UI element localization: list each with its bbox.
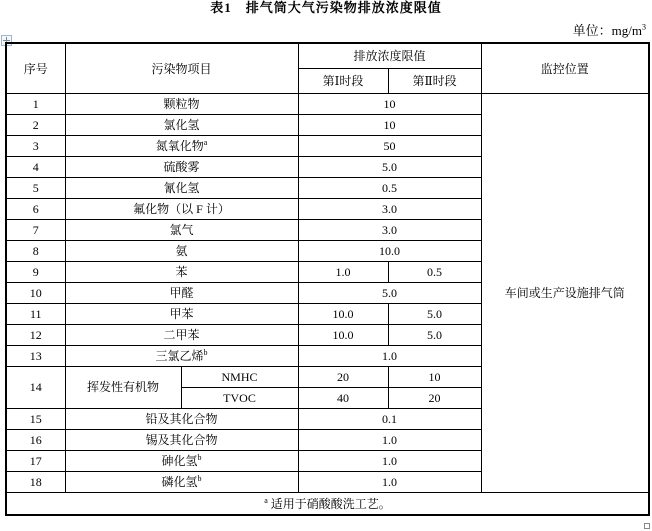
pollutant-name-cell — [65, 408, 298, 429]
pollutant-name: 甲醛 — [169, 285, 194, 300]
serial-cell: 3 — [6, 135, 65, 156]
serial-cell: 14 — [6, 366, 65, 408]
footnote-row — [6, 492, 649, 515]
pollutant-name: 二甲苯 — [163, 327, 200, 342]
merged-limit-value-cell: 5.0 — [298, 282, 481, 303]
header-serial: 序号 — [6, 43, 65, 93]
pollutant-name: 硫酸雾 — [163, 159, 200, 174]
merged-limit-value-cell: 1.0 — [298, 471, 481, 492]
serial-cell: 10 — [6, 282, 65, 303]
period2-value-cell: 5.0 — [388, 324, 481, 345]
serial-cell: 13 — [6, 345, 65, 366]
header-pollutant: 污染物项目 — [65, 43, 298, 93]
serial-cell: 4 — [6, 156, 65, 177]
pollutant-name-cell — [65, 324, 298, 345]
merged-limit-value-cell: 10.0 — [298, 240, 481, 261]
serial-cell: 16 — [6, 429, 65, 450]
serial-cell: 1 — [6, 93, 65, 114]
table-footnote — [6, 492, 649, 515]
merged-limit-value-cell: 3.0 — [298, 198, 481, 219]
serial-cell: 2 — [6, 114, 65, 135]
merged-limit-value-cell: 1.0 — [298, 429, 481, 450]
pollutant-name-cell — [65, 303, 298, 324]
header-limit-group: 排放浓度限值 — [298, 43, 481, 68]
voc-sub-cell: TVOC — [181, 387, 298, 408]
pollutant-name: 颗粒物 — [163, 96, 200, 111]
pollutant-name-cell — [65, 282, 298, 303]
pollutant-name-cell — [65, 450, 298, 471]
period2-value-cell: 0.5 — [388, 261, 481, 282]
pollutant-name: 挥发性有机物 — [86, 380, 159, 394]
serial-cell: 12 — [6, 324, 65, 345]
pollutant-name: 甲苯 — [169, 306, 194, 321]
monitor-location-cell: 车间或生产设施排气筒 — [481, 93, 649, 492]
footnote-cell — [6, 492, 649, 515]
serial-cell: 6 — [6, 198, 65, 219]
pollutant-name-cell — [65, 219, 298, 240]
footnote-marker: a — [264, 495, 268, 505]
merged-limit-value-cell: 3.0 — [298, 219, 481, 240]
serial-cell: 15 — [6, 408, 65, 429]
pollutant-name: 氯化氢 — [163, 117, 200, 132]
pollutant-name: 氨 — [175, 243, 188, 258]
serial-cell: 7 — [6, 219, 65, 240]
pollutant-name-cell — [65, 156, 298, 177]
pollutant-name-cell — [65, 366, 181, 408]
pollutant-name: 三氯乙烯 — [155, 348, 204, 363]
pollutant-name: 氰化氢 — [163, 180, 200, 195]
pollutant-name-cell — [65, 198, 298, 219]
period1-value-cell: 1.0 — [298, 261, 388, 282]
table-header — [6, 43, 649, 93]
merged-limit-value-cell: 0.1 — [298, 408, 481, 429]
unit-label: 单位：$mg/m^3$ — [572, 22, 646, 38]
serial-cell: 9 — [6, 261, 65, 282]
serial-cell: 18 — [6, 471, 65, 492]
pollutant-name: 锡及其化合物 — [145, 432, 218, 447]
header-monitor: 监控位置 — [481, 43, 649, 93]
merged-limit-value-cell: 1.0 — [298, 450, 481, 471]
merged-limit-value-cell: 50 — [298, 135, 481, 156]
footnote-text: 适用于硝酸酸洗工艺。 — [270, 496, 391, 511]
period1-value-cell: 10.0 — [298, 324, 388, 345]
header-period1: 第Ⅰ时段 — [298, 68, 388, 93]
pollutant-name: 铅及其化合物 — [145, 411, 218, 426]
table-resize-handle-icon[interactable] — [644, 523, 650, 529]
footnote-ref-superscript: a — [203, 137, 208, 147]
merged-limit-value-cell: 10 — [298, 114, 481, 135]
footnote-ref-superscript: b — [197, 473, 202, 483]
serial-cell: 17 — [6, 450, 65, 471]
merged-limit-value-cell: 0.5 — [298, 177, 481, 198]
pollutant-name-cell — [65, 177, 298, 198]
pollutant-name-cell — [65, 429, 298, 450]
pollutant-name-cell — [65, 471, 298, 492]
pollutant-name: 磷化氢 — [161, 474, 198, 489]
voc-sub-cell: NMHC — [181, 366, 298, 387]
serial-cell: 11 — [6, 303, 65, 324]
serial-cell: 8 — [6, 240, 65, 261]
serial-cell: 5 — [6, 177, 65, 198]
pollutant-name-cell — [65, 93, 298, 114]
pollutant-name-cell — [65, 261, 298, 282]
period2-value-cell: 5.0 — [388, 303, 481, 324]
footnote-ref-superscript: b — [203, 347, 208, 357]
table-body — [6, 93, 649, 492]
period2-value-cell: 10 — [388, 366, 481, 387]
header-period2: 第Ⅱ时段 — [388, 68, 481, 93]
pollutant-name: 氟化物（以 F 计） — [133, 201, 230, 216]
period2-value-cell: 20 — [388, 387, 481, 408]
pollutant-name: 氯气 — [169, 222, 194, 237]
merged-limit-value-cell: 1.0 — [298, 345, 481, 366]
emission-limits-table — [5, 42, 650, 516]
pollutant-name: 苯 — [175, 264, 188, 279]
pollutant-name-cell — [65, 114, 298, 135]
merged-limit-value-cell: 10 — [298, 93, 481, 114]
pollutant-name-cell — [65, 135, 298, 156]
period1-value-cell: 20 — [298, 366, 388, 387]
period1-value-cell: 10.0 — [298, 303, 388, 324]
pollutant-name: 氮氧化物 — [155, 138, 204, 153]
footnote-ref-superscript: b — [197, 452, 202, 462]
unit-superscript: 3 — [642, 22, 646, 32]
merged-limit-value-cell: 5.0 — [298, 156, 481, 177]
pollutant-name: 砷化氢 — [161, 453, 198, 468]
pollutant-name-cell — [65, 240, 298, 261]
table-row — [6, 93, 649, 114]
table-caption: 表1 排气筒大气污染物排放浓度限值 — [210, 0, 442, 15]
period1-value-cell: 40 — [298, 387, 388, 408]
pollutant-name-cell — [65, 345, 298, 366]
